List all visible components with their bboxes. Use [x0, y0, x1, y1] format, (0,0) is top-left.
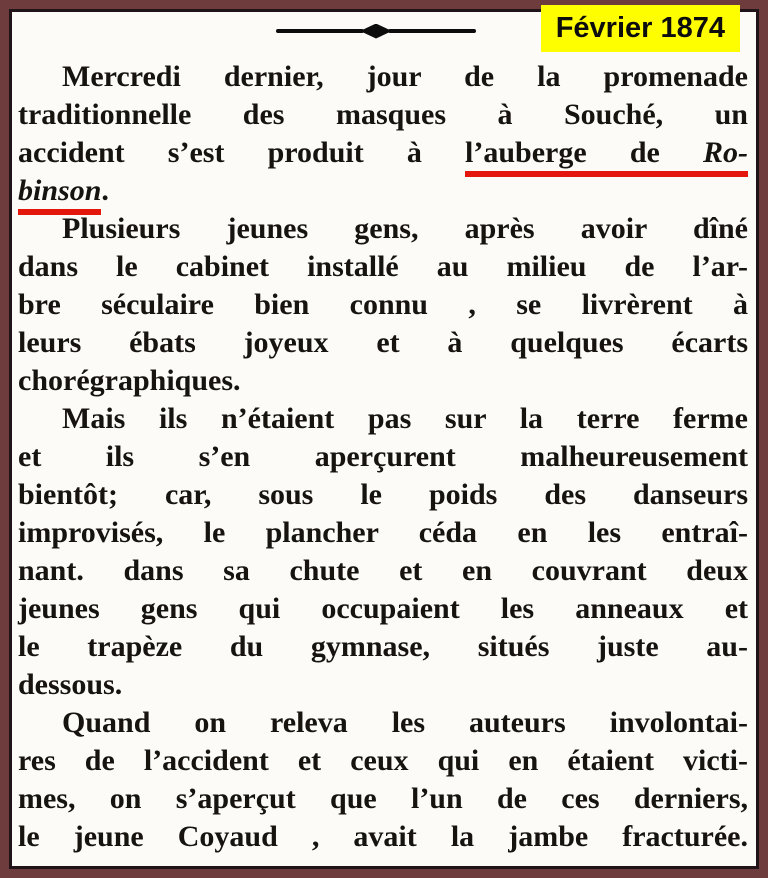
text-line: et ils s’en aperçurent malheureusement — [18, 440, 748, 473]
divider-line-left — [276, 29, 364, 33]
text-line: bientôt; car, sous le poids des danseurs — [18, 478, 748, 511]
text-line: Plusieurs jeunes gens, après avoir dîné — [62, 212, 748, 245]
ornamental-divider — [276, 20, 476, 42]
text-line: le jeune Coyaud , avait la jambe fracturée. — [18, 820, 748, 853]
text-line: jeunes gens qui occupaient les anneaux et — [18, 592, 748, 625]
text-line: Mercredi dernier, jour de la promenade — [62, 60, 748, 93]
clipping-paper — [9, 9, 759, 869]
paragraph-2 — [18, 210, 748, 400]
paragraph-4 — [18, 704, 748, 856]
text-line: dessous. — [18, 668, 123, 701]
text-line: Quand on releva les auteurs involontai- — [62, 706, 748, 739]
text-line: nant. dans sa chute et en couvrant deux — [18, 554, 748, 587]
red-underlined-italic-text: binson — [18, 174, 101, 215]
text-line: le trapèze du gymnase, situés juste au- — [18, 630, 748, 663]
date-highlight: Février 1874 — [541, 5, 740, 52]
italic-text: Ro- — [703, 136, 748, 169]
paragraph-3 — [18, 400, 748, 704]
text-segment: accident s’est produit à — [18, 136, 466, 169]
paragraph-1 — [18, 58, 748, 210]
text-line: mes, on s’aperçut que l’un de ces derniers, — [18, 782, 748, 815]
text-line: leurs ébats joyeux et à quelques écarts — [18, 326, 748, 359]
text-line — [18, 134, 748, 172]
text-line: dans le cabinet installé au milieu de l’ar- — [18, 250, 748, 283]
divider-line-right — [388, 29, 476, 33]
text-line: improvisés, le plancher céda en les entraî- — [18, 516, 748, 549]
text-segment: . — [101, 174, 109, 207]
text-line: res de l’accident et ceux qui en étaient victi- — [18, 744, 748, 777]
divider-diamond-icon — [360, 24, 392, 39]
text-line: bre séculaire bien connu , se livrèrent à — [18, 288, 748, 321]
red-underlined-text — [465, 136, 748, 177]
text-line: traditionnelle des masques à Souché, un — [18, 98, 748, 131]
text-line — [18, 172, 748, 210]
text-segment: l’auberge de — [465, 136, 703, 169]
text-line: Mais ils n’étaient pas sur la terre ferme — [62, 402, 748, 435]
text-line: chorégraphiques. — [18, 364, 241, 397]
